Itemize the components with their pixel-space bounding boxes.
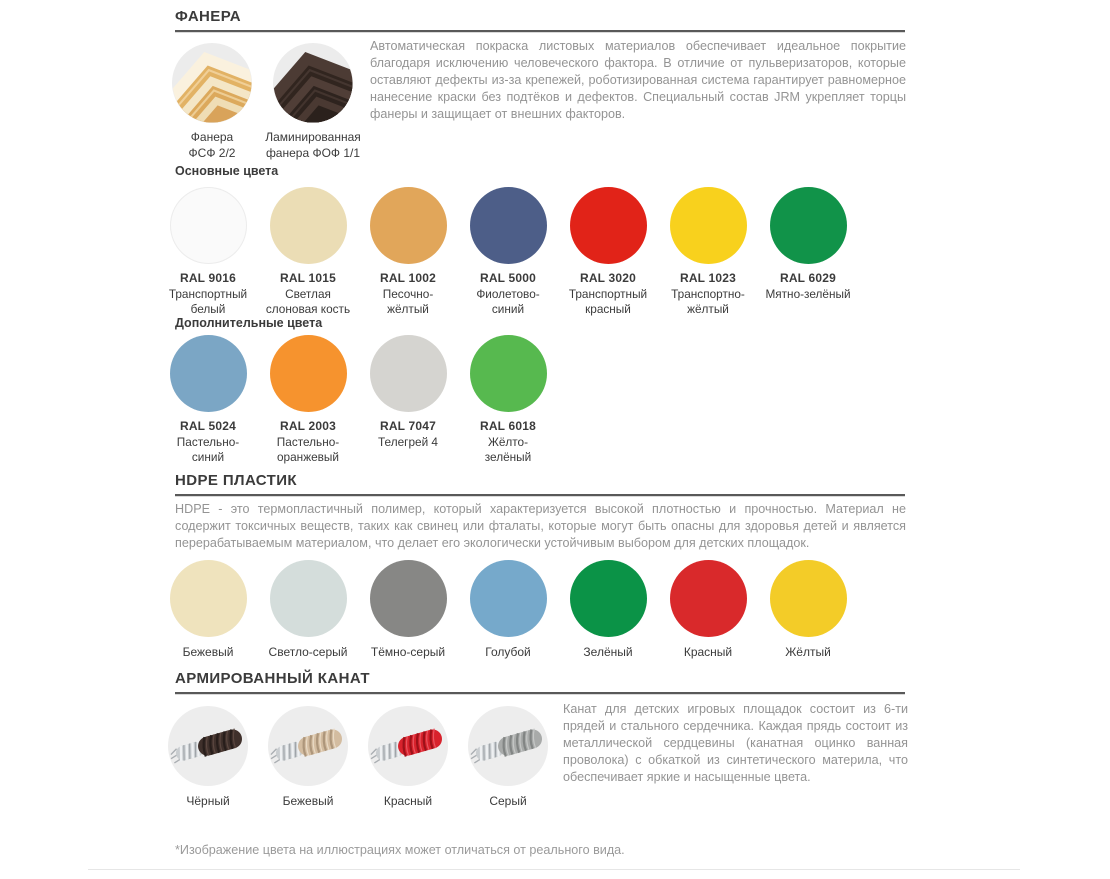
swatch-circle <box>370 335 447 412</box>
swatch-name <box>358 287 458 316</box>
swatch-name-line: Пастельно- <box>176 435 240 449</box>
swatch-name-line: Телегрей 4 <box>377 435 438 449</box>
swatch-ral-code: RAL 3020 <box>579 271 637 285</box>
swatch-name <box>458 287 558 316</box>
swatch-name-line: Транспортный <box>168 287 248 301</box>
rope-colors-row <box>158 706 558 808</box>
swatch-ral-code: RAL 2003 <box>279 419 337 433</box>
section-rule <box>175 494 905 497</box>
hdpe-description: HDPE - это термопластичный полимер, который характеризуется высокой плотностью и прочностью. Материал не содержит токсичных веществ, таких как свинец или фталаты, которые могут быть опасны для здоровья детей и является перерабатываемым материалом, что делает его экологически устойчивым выбором для детских площадок. <box>175 502 906 550</box>
section-rule <box>175 30 905 33</box>
swatch-circle <box>270 187 347 264</box>
plywood-laminated-label-line1: Ламинированная <box>265 130 361 144</box>
color-swatch <box>158 335 258 464</box>
swatch-name: Красный <box>683 645 733 659</box>
swatch-name-line: зелёный <box>484 449 532 464</box>
rope-icon <box>368 706 448 786</box>
swatch-name <box>258 287 358 316</box>
swatch-name: Жёлтый <box>785 645 831 659</box>
swatch-name <box>458 435 558 464</box>
swatch-circle <box>370 187 447 264</box>
swatch-name <box>158 435 258 464</box>
rope-description: Канат для детских игровых площадок состоит из 6-ти прядей и стального сердечника. Каждая прядь состоит из металлической сердцевины (канатная оцинко ванная проволока) с обкаткой из синтетического материла, что обеспечивает яркие и насыщенные цвета. <box>563 702 908 784</box>
hdpe-colors-row <box>158 560 858 659</box>
swatch-circle <box>470 335 547 412</box>
swatch-name <box>258 435 358 464</box>
swatch-ral-code: RAL 5000 <box>479 271 537 285</box>
swatch-name-line: Жёлто- <box>487 435 529 449</box>
plywood-fsf-label-line1: Фанера <box>190 130 234 144</box>
section-rule <box>175 692 905 695</box>
swatch-name: Тёмно-серый <box>370 645 446 659</box>
section-title-plywood: ФАНЕРА <box>175 8 242 25</box>
swatch-name-line: Песочно- <box>382 287 434 301</box>
swatch-circle <box>770 560 847 637</box>
swatch-ral-code: RAL 1023 <box>679 271 737 285</box>
color-swatch <box>758 560 858 659</box>
swatch-name: Бежевый <box>182 645 234 659</box>
rope-icon <box>168 706 248 786</box>
plywood-description: Автоматическая покраска листовых материалов обеспечивает идеальное покрытие благодаря исключению человеческого фактора. В отличие от пульверизаторов, которые оставляют дефекты из-за крепежей, роботизированная система гарантирует равномерное нанесение краски без подтёков и дефектов. Специальный состав JRM укрепляет торцы фанеры и защищает от внешних факторов. <box>370 39 906 121</box>
plywood-fsf-item <box>157 43 267 161</box>
swatch-name: Красный <box>383 794 433 808</box>
section-title-rope: АРМИРОВАННЫЙ КАНАТ <box>175 670 370 687</box>
color-swatch <box>258 187 358 316</box>
rope-swatch <box>358 706 458 808</box>
plywood-laminated-icon <box>273 43 353 123</box>
color-swatch <box>558 187 658 316</box>
color-disclaimer: *Изображение цвета на иллюстрациях может отличаться от реального вида. <box>175 843 625 857</box>
bottom-divider <box>88 869 1020 870</box>
swatch-name-line: синий <box>191 449 225 464</box>
rope-swatch <box>258 706 358 808</box>
swatch-name-line: Транспортный <box>568 287 648 301</box>
swatch-name-line: Светлая <box>285 287 331 301</box>
swatch-circle <box>270 335 347 412</box>
swatch-name: Серый <box>489 794 527 808</box>
swatch-name-line: красный <box>585 301 631 316</box>
swatch-name: Светло-серый <box>268 645 348 659</box>
extra-colors-label: Дополнительные цвета <box>175 316 323 330</box>
swatch-name: Бежевый <box>282 794 334 808</box>
color-swatch <box>258 560 358 659</box>
swatch-name-line: Транспортно- <box>671 287 745 301</box>
swatch-name-line: слоновая кость <box>265 301 351 316</box>
swatch-name <box>658 287 758 316</box>
swatch-name-line: белый <box>190 301 226 316</box>
swatch-ral-code: RAL 6018 <box>479 419 537 433</box>
main-colors-label: Основные цвета <box>175 164 279 178</box>
main-colors-row <box>158 187 858 316</box>
color-swatch <box>458 187 558 316</box>
plywood-laminated-item <box>258 43 368 161</box>
color-swatch <box>458 335 558 464</box>
swatch-name <box>758 287 858 302</box>
swatch-circle <box>470 560 547 637</box>
rope-swatch <box>158 706 258 808</box>
extra-colors-row <box>158 335 558 464</box>
swatch-circle <box>170 187 247 264</box>
color-swatch <box>358 560 458 659</box>
swatch-circle <box>570 187 647 264</box>
swatch-ral-code: RAL 9016 <box>179 271 237 285</box>
swatch-circle <box>670 560 747 637</box>
swatch-circle <box>670 187 747 264</box>
swatch-name-line: синий <box>491 301 525 316</box>
plywood-fsf-icon <box>172 43 252 123</box>
plywood-laminated-label <box>258 130 368 161</box>
swatch-ral-code: RAL 1015 <box>279 271 337 285</box>
swatch-circle <box>170 335 247 412</box>
color-swatch <box>258 335 358 464</box>
plywood-fsf-label-line2: ФСФ 2/2 <box>188 145 236 160</box>
swatch-ral-code: RAL 7047 <box>379 419 437 433</box>
swatch-circle <box>470 187 547 264</box>
section-title-hdpe: HDPE ПЛАСТИК <box>175 472 297 489</box>
swatch-name-line: оранжевый <box>277 449 339 464</box>
color-swatch <box>158 560 258 659</box>
plywood-fsf-label <box>157 130 267 161</box>
swatch-name: Зелёный <box>583 645 633 659</box>
swatch-name-line: Мятно-зелёный <box>765 287 851 301</box>
swatch-ral-code: RAL 5024 <box>179 419 237 433</box>
swatch-circle <box>770 187 847 264</box>
color-swatch <box>658 187 758 316</box>
swatch-name: Голубой <box>485 645 531 659</box>
color-swatch <box>758 187 858 316</box>
swatch-circle <box>170 560 247 637</box>
swatch-name <box>558 287 658 316</box>
swatch-name-line: жёлтый <box>687 301 729 316</box>
swatch-name-line: Фиолетово- <box>476 287 540 301</box>
color-swatch <box>358 187 458 316</box>
swatch-name <box>158 287 258 316</box>
plywood-laminated-label-line2: фанера ФОФ 1/1 <box>265 145 361 160</box>
swatch-circle <box>370 560 447 637</box>
color-swatch <box>658 560 758 659</box>
color-swatch <box>558 560 658 659</box>
swatch-circle <box>270 560 347 637</box>
swatch-ral-code: RAL 6029 <box>779 271 837 285</box>
swatch-circle <box>570 560 647 637</box>
rope-icon <box>468 706 548 786</box>
swatch-name <box>358 435 458 450</box>
swatch-ral-code: RAL 1002 <box>379 271 437 285</box>
rope-icon <box>268 706 348 786</box>
rope-swatch <box>458 706 558 808</box>
swatch-name: Чёрный <box>186 794 230 808</box>
swatch-name-line: Пастельно- <box>276 435 340 449</box>
color-swatch <box>358 335 458 464</box>
color-swatch <box>158 187 258 316</box>
swatch-name-line: жёлтый <box>387 301 429 316</box>
color-swatch <box>458 560 558 659</box>
